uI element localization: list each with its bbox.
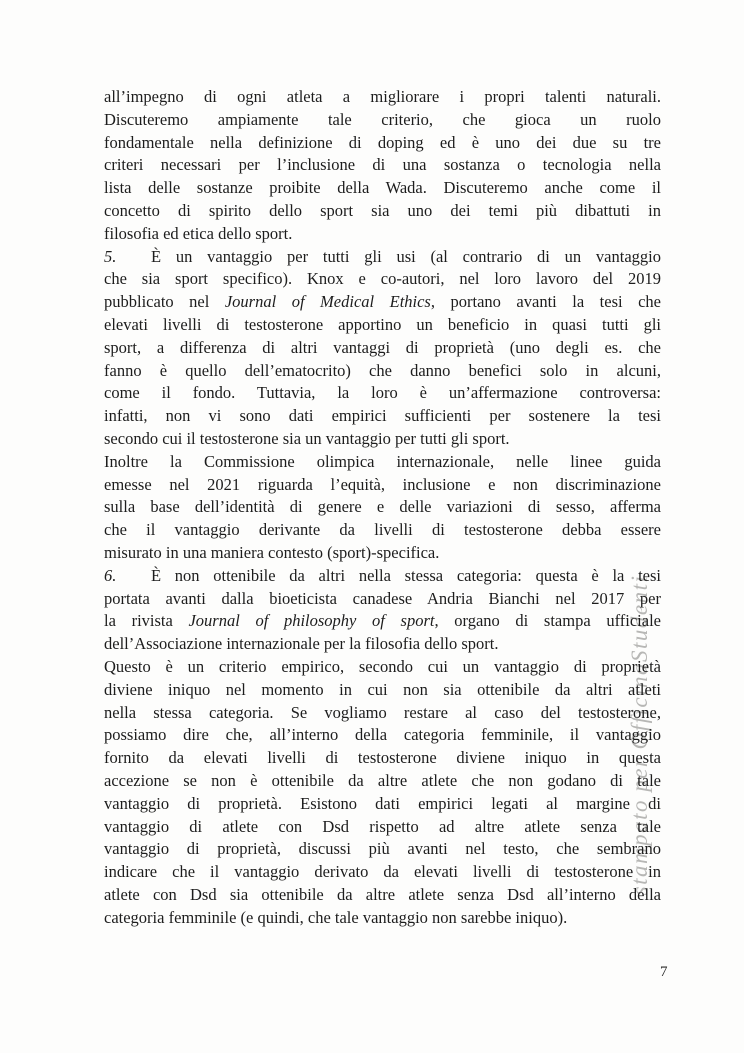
text-line xyxy=(104,838,661,861)
text-run: , organo di stampa ufficiale xyxy=(434,611,661,631)
text-line xyxy=(104,610,661,633)
text-line xyxy=(104,861,661,884)
text-run: fondamentale nella definizione di doping ed è uno dei due su tre xyxy=(104,132,661,152)
text-run: fornito da elevati livelli di testosterone diviene iniquo in questa xyxy=(104,748,661,768)
text-line xyxy=(104,519,661,542)
text-line xyxy=(104,291,661,314)
text-run: categoria femminile (e quindi, che tale vantaggio non sarebbe iniquo). xyxy=(104,907,568,927)
text-line xyxy=(104,816,661,839)
text-run: possiamo dire che, all’interno della categoria femminile, il vantaggio xyxy=(104,725,661,745)
text-line xyxy=(104,382,661,405)
text-run: come il fondo. Tuttavia, la loro è un’affermazione controversa: xyxy=(104,383,661,403)
text-run: indicare che il vantaggio derivato da elevati livelli di testosterone in xyxy=(104,862,661,882)
text-line xyxy=(104,793,661,816)
text-run: che il vantaggio derivante da livelli di testosterone debba essere xyxy=(104,520,661,540)
paragraph-1 xyxy=(104,86,661,246)
text-run: pubblicato nel xyxy=(104,292,225,312)
text-run: Discuteremo ampiamente tale criterio, che gioca un ruolo xyxy=(104,109,661,129)
text-line xyxy=(104,246,661,269)
text-line xyxy=(104,86,661,109)
text-run: , portano avanti la tesi che xyxy=(430,292,661,312)
text-line xyxy=(104,884,661,907)
text-line xyxy=(104,496,661,519)
text-run: elevati livelli di testosterone apportino un beneficio in quasi tutti gli xyxy=(104,314,661,334)
text-line xyxy=(104,360,661,383)
text-run: infatti, non vi sono dati empirici sufficienti per sostenere la tesi xyxy=(104,406,661,426)
paragraph-2 xyxy=(104,246,661,451)
text-run: vantaggio di proprietà. Esistono dati empirici legati al margine di xyxy=(104,793,661,813)
text-run: dell’Associazione internazionale per la filosofia dello sport. xyxy=(104,634,499,654)
text-line xyxy=(104,542,661,565)
text-line xyxy=(104,200,661,223)
body-text-block xyxy=(104,86,661,929)
text-line xyxy=(104,451,661,474)
text-line xyxy=(104,724,661,747)
text-run: È un vantaggio per tutti gli usi (al contrario di un vantaggio xyxy=(151,246,661,266)
text-line xyxy=(104,656,661,679)
text-run: concetto di spirito dello sport sia uno dei temi più dibattuti in xyxy=(104,200,661,220)
paragraph-4 xyxy=(104,565,661,656)
text-line xyxy=(104,633,661,656)
text-run: portata avanti dalla bioeticista canadese Andria Bianchi nel 2017 per xyxy=(104,588,661,608)
text-run: sport, a differenza di altri vantaggi di proprietà (uno degli es. che xyxy=(104,337,661,357)
text-line xyxy=(104,268,661,291)
italic-journal-title: Journal of philosophy of sport xyxy=(188,611,435,631)
paragraph-3 xyxy=(104,451,661,565)
text-line xyxy=(104,177,661,200)
text-run: emesse nel 2021 riguarda l’equità, inclusione e non discriminazione xyxy=(104,474,661,494)
diagonal-watermark-text: stampato per OfficinaStudenti xyxy=(627,574,652,896)
text-run: Questo è un criterio empirico, secondo cui un vantaggio di proprietà xyxy=(104,656,661,676)
text-run: atlete con Dsd sia ottenibile da altre atlete senza Dsd all’interno della xyxy=(104,884,661,904)
text-run: filosofia ed etica dello sport. xyxy=(104,223,293,243)
text-line xyxy=(104,337,661,360)
italic-journal-title: Journal of Medical Ethics xyxy=(224,292,431,312)
text-line xyxy=(104,565,661,588)
text-run: secondo cui il testosterone sia un vantaggio per tutti gli sport. xyxy=(104,428,510,448)
text-run: vantaggio di proprietà, discussi più avanti nel testo, che sembrano xyxy=(104,839,661,859)
text-run: sulla base dell’identità di genere e delle variazioni di sesso, afferma xyxy=(104,497,661,517)
text-run: Inoltre la Commissione olimpica internazionale, nelle linee guida xyxy=(104,451,661,471)
text-run: la rivista xyxy=(104,611,189,631)
text-run: all’impegno di ogni atleta a migliorare i propri talenti naturali. xyxy=(104,87,661,106)
text-run: È non ottenibile da altri nella stessa categoria: questa è la tesi xyxy=(151,565,661,585)
text-run: vantaggio di atlete con Dsd rispetto ad altre atlete senza tale xyxy=(104,816,661,836)
text-run: diviene iniquo nel momento in cui non sia ottenibile da altri atleti xyxy=(104,679,661,699)
list-item-number: 6. xyxy=(104,565,117,585)
text-line xyxy=(104,907,661,930)
text-line xyxy=(104,428,661,451)
text-line xyxy=(104,770,661,793)
page-number: 7 xyxy=(660,964,668,980)
paragraph-5 xyxy=(104,656,661,930)
text-line xyxy=(104,314,661,337)
text-run: misurato in una maniera contesto (sport)-specifica. xyxy=(104,542,440,562)
text-line xyxy=(104,154,661,177)
text-line xyxy=(104,702,661,725)
text-line xyxy=(104,405,661,428)
text-line xyxy=(104,223,661,246)
text-run: criteri necessari per l’inclusione di una sostanza o tecnologia nella xyxy=(104,155,661,175)
text-line xyxy=(104,679,661,702)
text-run: nella stessa categoria. Se vogliamo restare al caso del testosterone, xyxy=(104,702,661,722)
text-line xyxy=(104,747,661,770)
text-run: che sia sport specifico). Knox e co-autori, nel loro lavoro del 2019 xyxy=(104,269,661,289)
text-line xyxy=(104,132,661,155)
text-line xyxy=(104,588,661,611)
text-line xyxy=(104,474,661,497)
text-run: fanno è quello dell’ematocrito) che danno benefici solo in alcuni, xyxy=(104,360,661,380)
text-run: lista delle sostanze proibite della Wada. Discuteremo anche come il xyxy=(104,178,661,198)
text-line xyxy=(104,109,661,132)
list-item-number: 5. xyxy=(104,246,117,266)
text-run: accezione se non è ottenibile da altre atlete che non godano di tale xyxy=(104,770,661,790)
